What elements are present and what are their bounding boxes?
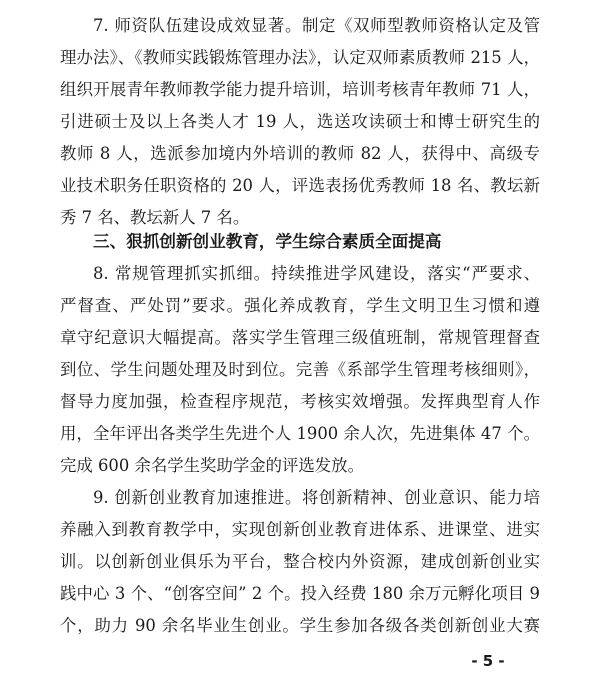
paragraph-8-line-3: 章守纪意识大幅提高。落实学生管理三级值班制，常规管理督查 [60, 328, 540, 347]
section-heading-3: 三、狠抓创新创业教育，学生综合素质全面提高 [93, 232, 442, 251]
paragraph-8-line-7: 完成 600 余名学生奖助学金的评选发放。 [60, 456, 364, 475]
page-number: - 5 - [471, 652, 505, 670]
paragraph-9-line-3: 训。以创新创业俱乐为平台，整合校内外资源，建成创新创业实 [60, 552, 540, 571]
paragraph-8-line-4: 到位、学生问题处理及时到位。完善《系部学生管理考核细则》， [60, 360, 540, 379]
paragraph-9-line-4: 践中心 3 个、“创客空间” 2 个。投入经费 180 余万元孵化项目 9 [60, 584, 540, 603]
paragraph-8-line-2: 严督查、严处罚”要求。强化养成教育，学生文明卫生习惯和遵 [60, 296, 540, 315]
paragraph-7-line-5: 教师 8 人，选派参加境内外培训的教师 82 人，获得中、高级专 [60, 144, 540, 163]
paragraph-7-line-7: 秀 7 名、教坛新人 7 名。 [60, 208, 250, 227]
paragraph-7-line-1: 7. 师资队伍建设成效显著。制定《双师型教师资格认定及管 [93, 16, 540, 35]
paragraph-7-line-4: 引进硕士及以上各类人才 19 人，选送攻读硕士和博士研究生的 [60, 112, 540, 131]
paragraph-8-line-6: 用，全年评出各类学生先进个人 1900 余人次，先进集体 47 个。 [60, 424, 540, 443]
paragraph-8-line-1: 8. 常规管理抓实抓细。持续推进学风建设，落实“严要求、 [93, 264, 540, 283]
paragraph-9-line-2: 养融入到教育教学中，实现创新创业教育进体系、进课堂、进实 [60, 520, 540, 539]
paragraph-7-line-2: 理办法》、《教师实践锻炼管理办法》，认定双师素质教师 215 人， [60, 48, 540, 67]
paragraph-7-line-6: 业技术职务任职资格的 20 人，评选表扬优秀教师 18 名、教坛新 [60, 176, 540, 195]
paragraph-9-line-5: 个，助力 90 余名毕业生创业。学生参加各级各类创新创业大赛 [60, 616, 540, 635]
paragraph-8-line-5: 督导力度加强，检查程序规范，考核实效增强。发挥典型育人作 [60, 392, 540, 411]
paragraph-9-line-1: 9. 创新创业教育加速推进。将创新精神、创业意识、能力培 [93, 488, 540, 507]
paragraph-7-line-3: 组织开展青年教师教学能力提升培训，培训考核青年教师 71 人， [60, 80, 540, 99]
